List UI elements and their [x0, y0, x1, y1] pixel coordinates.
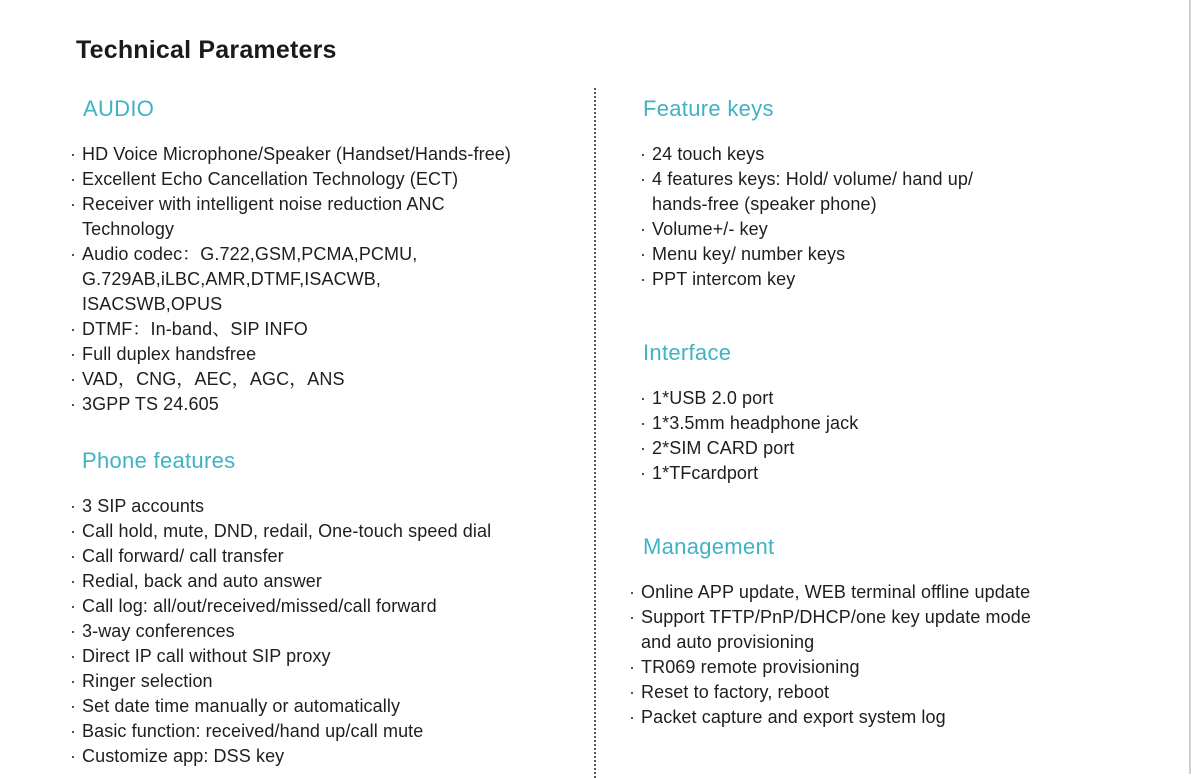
section-title-feature-keys: Feature keys	[643, 96, 774, 121]
section-interface	[640, 340, 858, 486]
list-item: · Online APP update, WEB terminal offline update	[629, 580, 1031, 605]
section-feature-keys	[640, 96, 973, 292]
list-item: · 3-way conferences	[70, 619, 491, 644]
list-item: · 3GPP TS 24.605	[70, 392, 511, 417]
list-item: · Audio codec：G.722,GSM,PCMA,PCMU, G.729AB,iLBC,AMR,DTMF,ISACWB, ISACSWB,OPUS	[70, 242, 511, 317]
list-item: · Basic function: received/hand up/call mute	[70, 719, 491, 744]
list-item: · VAD，CNG，AEC，AGC，ANS	[70, 367, 511, 392]
list-item: · Receiver with intelligent noise reduction ANC Technology	[70, 192, 511, 242]
management-list	[629, 580, 1031, 730]
list-item: · Call log: all/out/received/missed/call forward	[70, 594, 491, 619]
phone-features-list	[70, 494, 491, 769]
page-title: Technical Parameters	[76, 36, 337, 64]
list-item: · HD Voice Microphone/Speaker (Handset/Hands-free)	[70, 142, 511, 167]
list-item: · Full duplex handsfree	[70, 342, 511, 367]
list-item: · TR069 remote provisioning	[629, 655, 1031, 680]
list-item: · Volume+/- key	[640, 217, 973, 242]
list-item: · Reset to factory, reboot	[629, 680, 1031, 705]
list-item: · 4 features keys: Hold/ volume/ hand up/ hands-free (speaker phone)	[640, 167, 973, 217]
list-item: · Set date time manually or automatically	[70, 694, 491, 719]
interface-list	[640, 386, 858, 486]
section-audio	[70, 96, 511, 417]
section-title-management: Management	[643, 534, 775, 559]
list-item: · 1*USB 2.0 port	[640, 386, 858, 411]
list-item: · Direct IP call without SIP proxy	[70, 644, 491, 669]
feature-keys-list	[640, 142, 973, 292]
list-item: · 2*SIM CARD port	[640, 436, 858, 461]
list-item: · Menu key/ number keys	[640, 242, 973, 267]
section-title-phone-features: Phone features	[82, 448, 236, 473]
section-phone-features	[70, 448, 491, 769]
list-item: · Call hold, mute, DND, redail, One-touch speed dial	[70, 519, 491, 544]
list-item: · 24 touch keys	[640, 142, 973, 167]
list-item: · 1*TFcardport	[640, 461, 858, 486]
list-item: · Redial, back and auto answer	[70, 569, 491, 594]
section-title-audio: AUDIO	[83, 96, 155, 121]
list-item: · 3 SIP accounts	[70, 494, 491, 519]
list-item: · PPT intercom key	[640, 267, 973, 292]
list-item: · Packet capture and export system log	[629, 705, 1031, 730]
audio-list	[70, 142, 511, 417]
section-title-interface: Interface	[643, 340, 732, 365]
list-item: · Excellent Echo Cancellation Technology (ECT)	[70, 167, 511, 192]
list-item: · DTMF：In-band、SIP INFO	[70, 317, 511, 342]
list-item: · Call forward/ call transfer	[70, 544, 491, 569]
list-item: · Customize app: DSS key	[70, 744, 491, 769]
list-item: · 1*3.5mm headphone jack	[640, 411, 858, 436]
list-item: · Ringer selection	[70, 669, 491, 694]
section-management	[629, 534, 1031, 730]
column-divider	[594, 88, 596, 778]
list-item: · Support TFTP/PnP/DHCP/one key update mode and auto provisioning	[629, 605, 1031, 655]
